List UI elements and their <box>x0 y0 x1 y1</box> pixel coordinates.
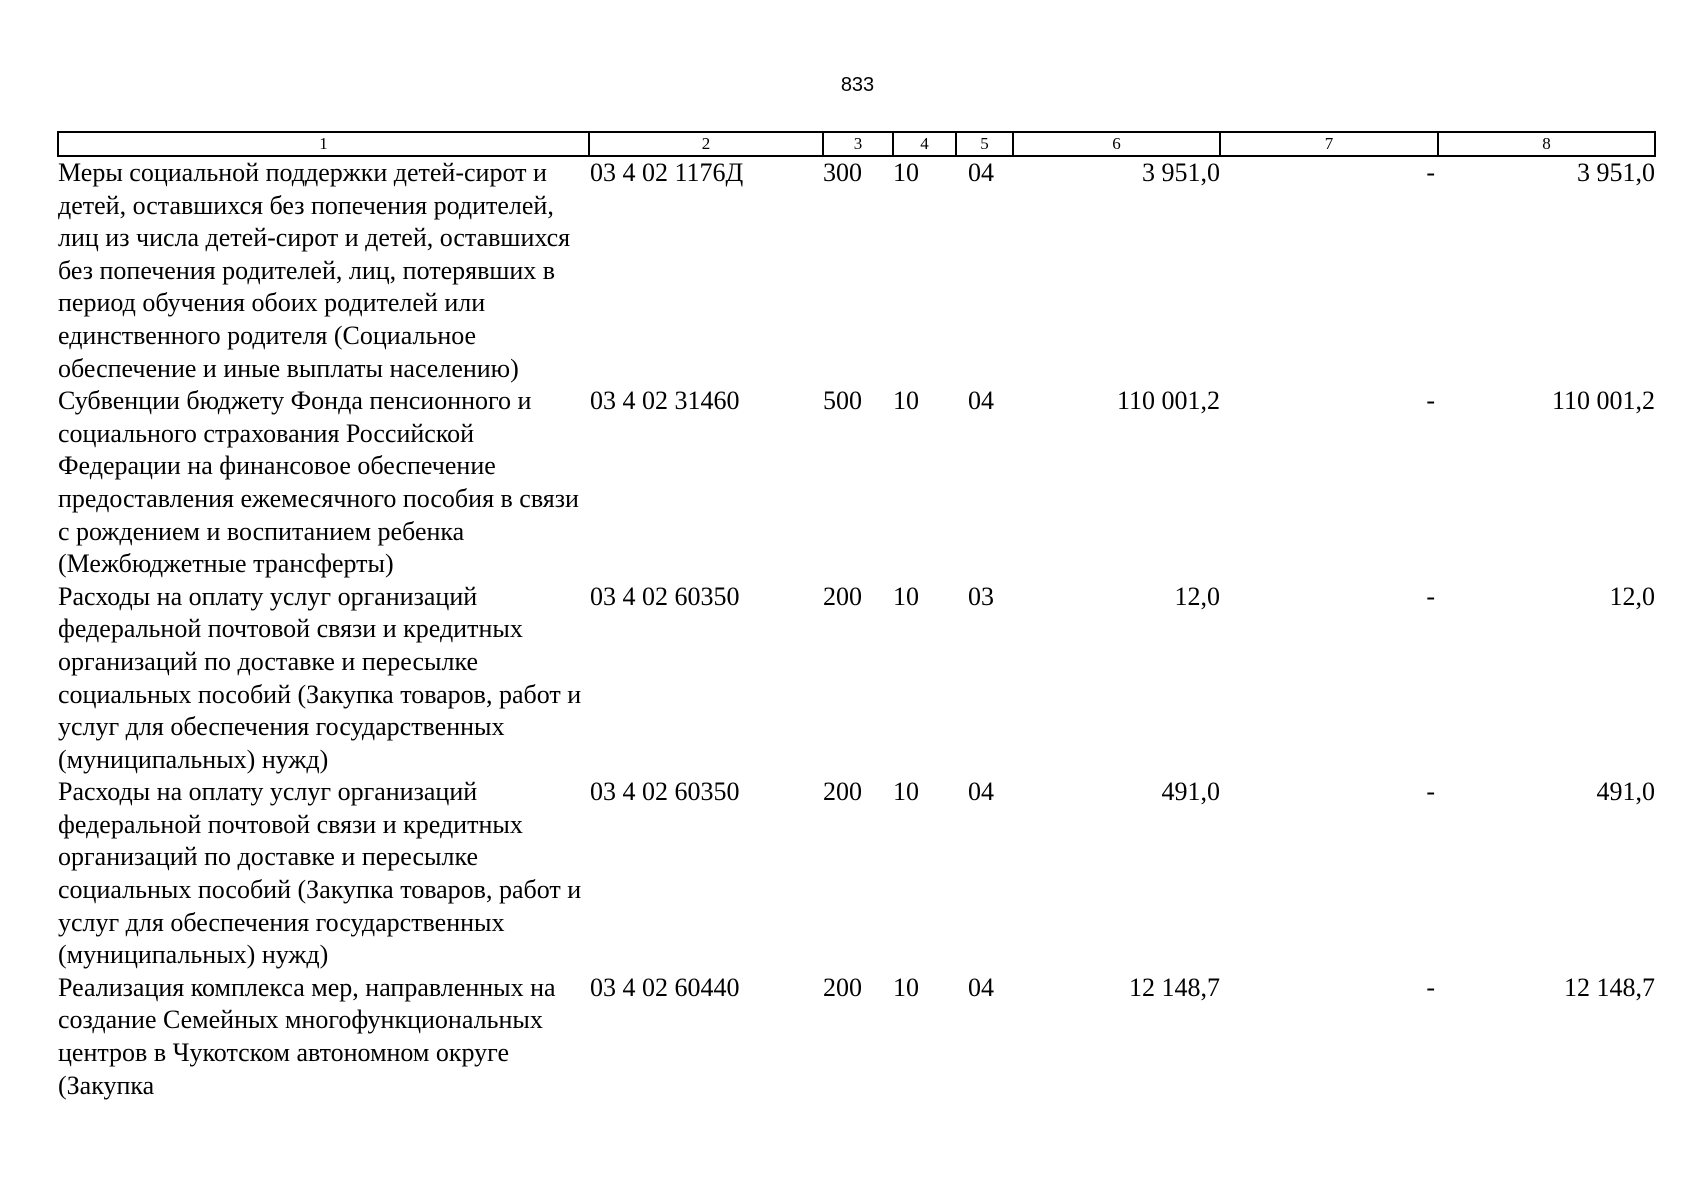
table-row <box>58 776 1655 972</box>
section-code: 10 <box>893 972 919 1002</box>
amount-col-8: 110 001,2 <box>1551 386 1655 416</box>
target-article-code: 03 4 02 60350 <box>590 777 740 807</box>
budget-table <box>57 131 1656 1102</box>
header-row <box>58 132 1655 156</box>
page-number: 833 <box>840 74 875 96</box>
column-header-8: 8 <box>1438 132 1655 156</box>
amount-col-6: 110 001,2 <box>1116 386 1220 416</box>
column-header-3: 3 <box>823 132 893 156</box>
column-header-5: 5 <box>956 132 1013 156</box>
column-header-6: 6 <box>1013 132 1220 156</box>
target-article-code: 03 4 02 60440 <box>590 972 740 1002</box>
table-row <box>58 385 1655 581</box>
subsection-code: 04 <box>968 386 994 416</box>
expense-type-code: 500 <box>823 386 862 416</box>
subsection-code: 04 <box>968 158 994 187</box>
amount-col-6: 12,0 <box>1174 581 1220 611</box>
row-description: Реализация комплекса мер, направленных на создание Семейных многофункциональных центров в Чукотском автономном округе (Закупка <box>58 972 556 1100</box>
amount-col-6: 491,0 <box>1161 777 1220 807</box>
subsection-code: 04 <box>968 972 994 1002</box>
amount-col-7: - <box>1426 158 1435 187</box>
target-article-code: 03 4 02 1176Д <box>590 158 744 187</box>
amount-col-6: 3 951,0 <box>1142 158 1220 187</box>
table-body <box>58 156 1655 1102</box>
column-header-1: 1 <box>58 132 589 156</box>
expense-type-code: 200 <box>823 581 862 611</box>
column-header-7: 7 <box>1220 132 1438 156</box>
row-description: Меры социальной поддержки детей-сирот и детей, оставшихся без попечения родителей, лиц из числа детей-сирот и детей, оставшихся без попечения родителей, лиц, потерявших в период обучения обоих родителей или единственного родителя (Социальное обеспечение и иные выплаты населению) <box>58 158 571 383</box>
column-header-4: 4 <box>893 132 956 156</box>
row-description: Расходы на оплату услуг организаций федеральной почтовой связи и кредитных организаций по доставке и пересылке социальных пособий (Закупка товаров, работ и услуг для обеспечения государственных (муниципальных) нужд) <box>58 777 582 970</box>
table-header <box>58 132 1655 156</box>
amount-col-7: - <box>1426 386 1435 416</box>
amount-col-6: 12 148,7 <box>1129 972 1220 1002</box>
subsection-code: 03 <box>968 581 994 611</box>
target-article-code: 03 4 02 31460 <box>590 386 740 416</box>
target-article-code: 03 4 02 60350 <box>590 581 740 611</box>
amount-col-8: 3 951,0 <box>1577 158 1655 187</box>
table-row <box>58 972 1655 1102</box>
table-row <box>58 156 1655 385</box>
amount-col-7: - <box>1426 777 1435 807</box>
row-description: Субвенции бюджету Фонда пенсионного и социального страхования Российской Федерации на финансовое обеспечение предоставления ежемесячного пособия в связи с рождением и воспитанием ребенка (Межбюджетные трансферты) <box>58 386 579 579</box>
amount-col-7: - <box>1426 581 1435 611</box>
section-code: 10 <box>893 777 919 807</box>
row-description: Расходы на оплату услуг организаций федеральной почтовой связи и кредитных организаций по доставке и пересылке социальных пособий (Закупка товаров, работ и услуг для обеспечения государственных (муниципальных) нужд) <box>58 581 582 774</box>
amount-col-8: 12 148,7 <box>1564 972 1655 1002</box>
expense-type-code: 200 <box>823 972 862 1002</box>
amount-col-8: 491,0 <box>1596 777 1655 807</box>
table-row <box>58 581 1655 777</box>
column-header-2: 2 <box>589 132 823 156</box>
section-code: 10 <box>893 581 919 611</box>
expense-type-code: 200 <box>823 777 862 807</box>
subsection-code: 04 <box>968 777 994 807</box>
expense-type-code: 300 <box>823 158 862 187</box>
section-code: 10 <box>893 158 919 187</box>
section-code: 10 <box>893 386 919 416</box>
amount-col-7: - <box>1426 972 1435 1002</box>
amount-col-8: 12,0 <box>1609 581 1655 611</box>
